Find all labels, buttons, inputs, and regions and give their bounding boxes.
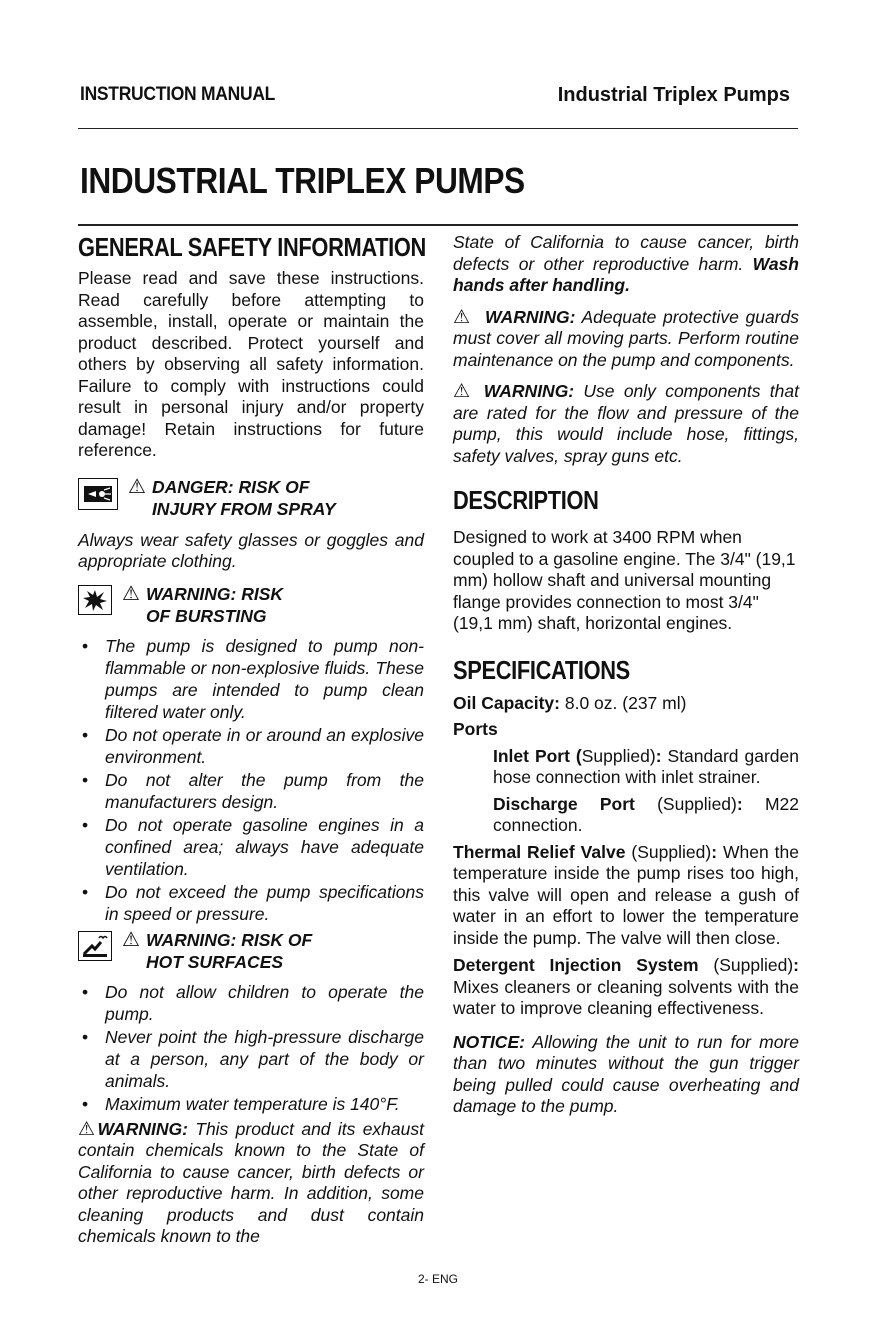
- list-item: • Maximum water temperature is 140°F.: [78, 1093, 424, 1115]
- warn-hot-title: WARNING: RISK OF HOT SURFACES: [145, 929, 313, 972]
- warning-triangle-icon: ⚠: [128, 475, 146, 498]
- warn-guards: ⚠ WARNING: Adequate protective guards must cover all moving parts. Perform routine maintenance on the pump and components.: [453, 306, 799, 370]
- right-column: [453, 230, 799, 1118]
- warning-triangle-icon: ⚠: [122, 582, 140, 605]
- general-safety-heading: GENERAL SAFETY INFORMATION: [78, 232, 427, 262]
- description-heading: DESCRIPTION: [453, 485, 599, 515]
- header-divider: [78, 128, 798, 129]
- left-column: [78, 230, 427, 1248]
- oil-capacity: Oil Capacity: 8.0 oz. (237 ml): [453, 692, 687, 713]
- notice-label: NOTICE:: [453, 1031, 525, 1052]
- list-item: • The pump is designed to pump non-flammable or non-explosive fluids. These pumps are intended to pump clean filtered water only.: [78, 635, 424, 723]
- bursting-icon: [78, 585, 112, 615]
- warning-triangle-icon: ⚠: [453, 306, 472, 328]
- page-number: 2- ENG: [417, 1272, 458, 1286]
- bursting-bullet-list: [78, 635, 424, 925]
- discharge-port-spec: Discharge Port (Supplied): M22 connection.: [493, 793, 799, 835]
- thermal-relief-spec: Thermal Relief Valve (Supplied): When the temperature inside the pump rises too high, this valve will open and release a gush of water in an effort to lower the temperature inside the pump. The valve will then close.: [453, 841, 799, 948]
- spray-injury-icon: [78, 478, 118, 510]
- page-title: INDUSTRIAL TRIPLEX PUMPS: [80, 160, 525, 201]
- description-text: Designed to work at 3400 RPM when coupled to a gasoline engine. The 3/4" (19,1 mm) hollow shaft and universal mounting flange provides connection to most 3/4" (19,1 mm) shaft, horizontal engines.: [453, 527, 796, 633]
- warning-triangle-icon: ⚠: [78, 1118, 98, 1140]
- prop65-label: WARNING:: [97, 1118, 188, 1139]
- warn-components-label: WARNING:: [483, 381, 575, 401]
- list-item: • Do not operate gasoline engines in a confined area; always have adequate ventilation.: [78, 814, 424, 880]
- list-item: • Do not allow children to operate the pump.: [78, 981, 424, 1025]
- warning-triangle-icon: ⚠: [122, 928, 140, 951]
- specifications-heading: SPECIFICATIONS: [453, 654, 630, 685]
- danger-spray-block: [78, 476, 424, 520]
- title-divider: [78, 224, 798, 226]
- danger-spray-text: Always wear safety glasses or goggles and appropriate clothing.: [78, 529, 424, 571]
- list-item: • Do not operate in or around an explosive environment.: [78, 724, 424, 768]
- general-safety-intro: Please read and save these instructions. Read carefully before attempting to assemble, install, operate or maintain the product described. Protect yourself and others by observing all safety information. Failure to comply with instructions could result in personal injury and/or property damage! Retain instructions for future reference.: [78, 268, 424, 460]
- prop65-warning: [78, 1119, 424, 1248]
- warning-triangle-icon: ⚠: [453, 381, 475, 402]
- header-product-label: Industrial Triplex Pumps: [557, 84, 790, 106]
- warn-hot-block: [78, 929, 424, 973]
- inlet-port-spec: Inlet Port (Supplied): Standard garden hose connection with inlet strainer.: [493, 745, 799, 787]
- warn-components: ⚠ WARNING: Use only components that are rated for the flow and pressure of the pump, this would include hose, fittings, safety valves, spray guns etc.: [453, 381, 799, 466]
- prop65-continued: State of California to cause cancer, birth defects or other reproductive harm. Wash hands after handling.: [453, 232, 799, 295]
- warn-guards-label: WARNING:: [485, 306, 576, 327]
- list-item: • Do not alter the pump from the manufacturers design.: [78, 769, 424, 813]
- danger-spray-title: DANGER: RISK OF INJURY FROM SPRAY: [151, 476, 336, 519]
- warn-bursting-block: [78, 583, 424, 627]
- notice-text: NOTICE: Allowing the unit to run for more than two minutes without the gun trigger being pulled could cause overheating and damage to the pump.: [453, 1031, 799, 1116]
- header-manual-label: INSTRUCTION MANUAL: [80, 84, 276, 105]
- detergent-injection-spec: Detergent Injection System (Supplied): Mixes cleaners or cleaning solvents with the water to improve cleaning effectiveness.: [453, 955, 799, 1018]
- hot-surface-icon: [78, 931, 112, 961]
- prop65-text: This product and its exhaust contain chemicals known to the State of California to cause cancer, birth defects or other reproductive harm. In addition, some cleaning products and dust contain chemicals known to the: [78, 1118, 424, 1246]
- list-item: • Never point the high-pressure discharge at a person, any part of the body or animals.: [78, 1026, 424, 1092]
- hot-bullet-list: [78, 981, 424, 1115]
- wash-hands-note: Wash hands after handling.: [453, 253, 799, 295]
- warn-bursting-title: WARNING: RISK OF BURSTING: [145, 583, 284, 626]
- list-item: • Do not exceed the pump specifications in speed or pressure.: [78, 881, 424, 925]
- ports-label: Ports: [453, 719, 498, 739]
